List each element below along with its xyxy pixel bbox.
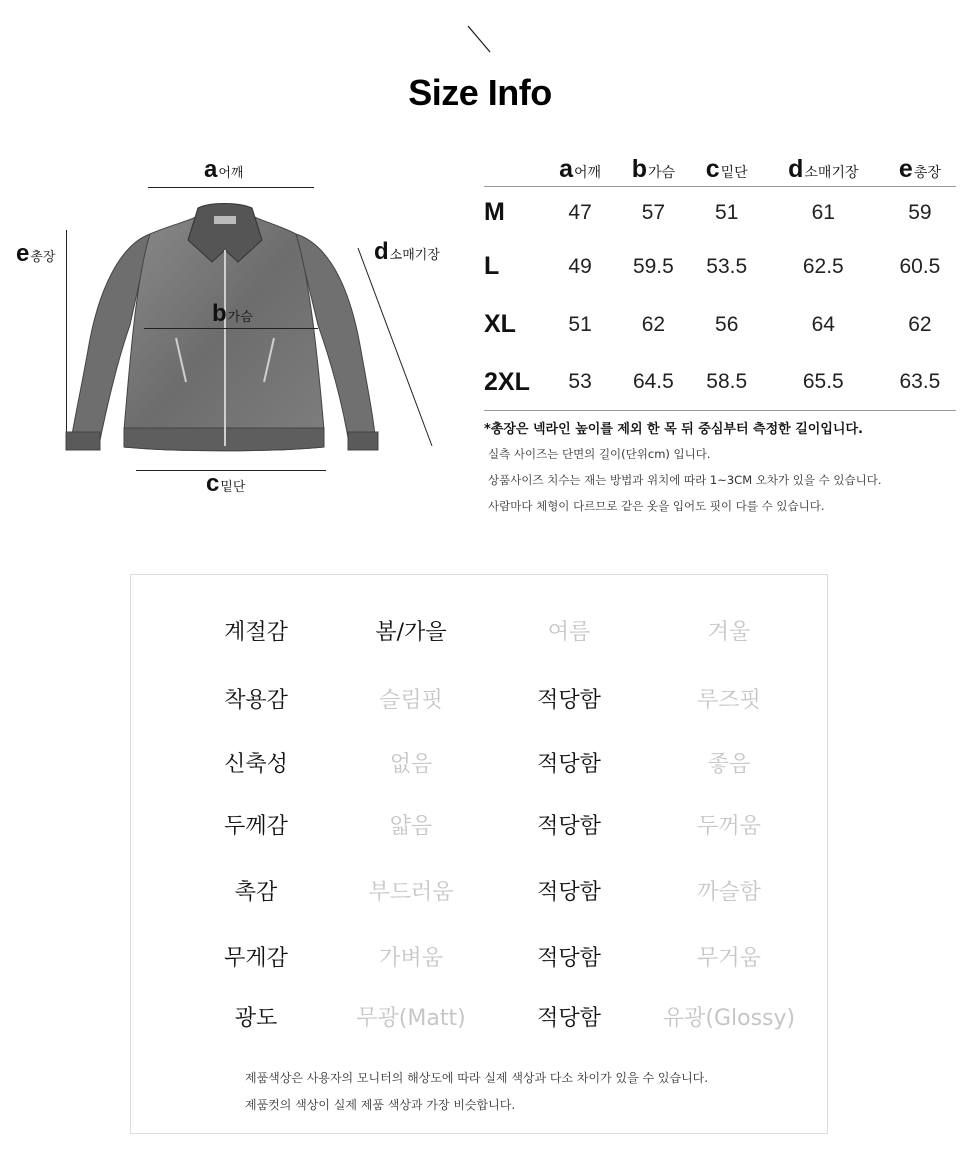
feel-row-texture <box>131 873 829 913</box>
feel-option: 루즈핏 <box>697 688 761 713</box>
col-header-chest: b가슴 <box>616 152 691 187</box>
feel-option: 좋음 <box>707 752 751 777</box>
table-row: 2XL 53 64.5 58.5 65.5 63.5 <box>484 355 956 411</box>
feel-option: 까슬함 <box>697 880 761 905</box>
feel-option: 적당함 <box>537 946 601 971</box>
col-header-hem: c밑단 <box>691 152 763 187</box>
feel-label: 촉감 <box>234 880 278 905</box>
feel-option: 두꺼움 <box>697 814 761 839</box>
feel-row-fit <box>131 681 829 721</box>
color-disclaimer: 제품색상은 사용자의 모니터의 해상도에 따라 실제 색상과 다소 차이가 있을 수 있습니다. <box>245 1071 709 1085</box>
feel-label: 무게감 <box>224 946 288 971</box>
label-shoulder: a어깨 <box>204 156 244 183</box>
feel-option: 없음 <box>389 752 433 777</box>
col-header-sleeve: d소매기장 <box>763 152 884 187</box>
feel-option: 무광(Matt) <box>356 1006 466 1031</box>
feel-label: 두께감 <box>224 814 288 839</box>
feel-option: 겨울 <box>707 620 751 645</box>
feel-option: 적당함 <box>537 1006 601 1031</box>
feel-label: 착용감 <box>224 688 288 713</box>
feel-label: 계절감 <box>224 620 288 645</box>
color-disclaimer: 제품컷의 색상이 실제 제품 색상과 가장 비슷합니다. <box>245 1098 516 1112</box>
size-notes <box>484 418 954 524</box>
feel-option: 적당함 <box>537 814 601 839</box>
table-row: M 47 57 51 61 59 <box>484 198 932 227</box>
page-title: Size Info <box>408 72 552 113</box>
col-header-length: e총장 <box>884 152 956 187</box>
feel-option: 슬림핏 <box>379 688 443 713</box>
note-bold: *총장은 넥라인 높이를 제외 한 목 뒤 중심부터 측정한 길이입니다. <box>484 422 863 437</box>
measurement-diagram <box>0 150 470 510</box>
feel-option: 적당함 <box>537 752 601 777</box>
feel-option: 무거움 <box>697 946 761 971</box>
feel-label: 광도 <box>234 1006 278 1031</box>
feel-option: 여름 <box>547 620 591 645</box>
label-hem: c밑단 <box>206 470 246 497</box>
feel-option: 적당함 <box>537 688 601 713</box>
feel-option: 부드러움 <box>368 880 454 905</box>
feel-option: 유광(Glossy) <box>662 1006 796 1031</box>
divider-slash-icon <box>466 24 492 54</box>
feel-option: 봄/가을 <box>375 620 447 645</box>
table-row: XL 51 62 56 64 62 <box>484 310 932 338</box>
feel-row-weight <box>131 939 829 979</box>
label-total-length: e총장 <box>16 240 56 267</box>
feel-option: 가벼움 <box>379 946 443 971</box>
label-sleeve-length: d소매기장 <box>374 238 440 265</box>
feel-row-gloss <box>131 999 829 1039</box>
product-feel-box <box>130 574 828 1134</box>
feel-row-thickness <box>131 807 829 847</box>
feel-option: 적당함 <box>537 880 601 905</box>
feel-option: 얇음 <box>389 814 433 839</box>
label-chest: b가슴 <box>212 300 253 327</box>
note-line: 실측 사이즈는 단면의 길이(단위cm) 입니다. <box>488 447 711 461</box>
feel-row-season <box>131 613 829 653</box>
note-line: 사람마다 체형이 다르므로 같은 옷을 입어도 핏이 다를 수 있습니다. <box>488 499 825 513</box>
feel-row-stretch <box>131 745 829 785</box>
table-row: L 49 59.5 53.5 62.5 60.5 <box>484 252 941 280</box>
size-table <box>484 152 956 411</box>
sleeve-line <box>0 150 470 510</box>
col-header-shoulder: a어깨 <box>544 152 616 187</box>
note-line: 상품사이즈 치수는 재는 방법과 위치에 따라 1~3CM 오차가 있을 수 있습니다. <box>488 473 882 487</box>
feel-label: 신축성 <box>224 752 288 777</box>
